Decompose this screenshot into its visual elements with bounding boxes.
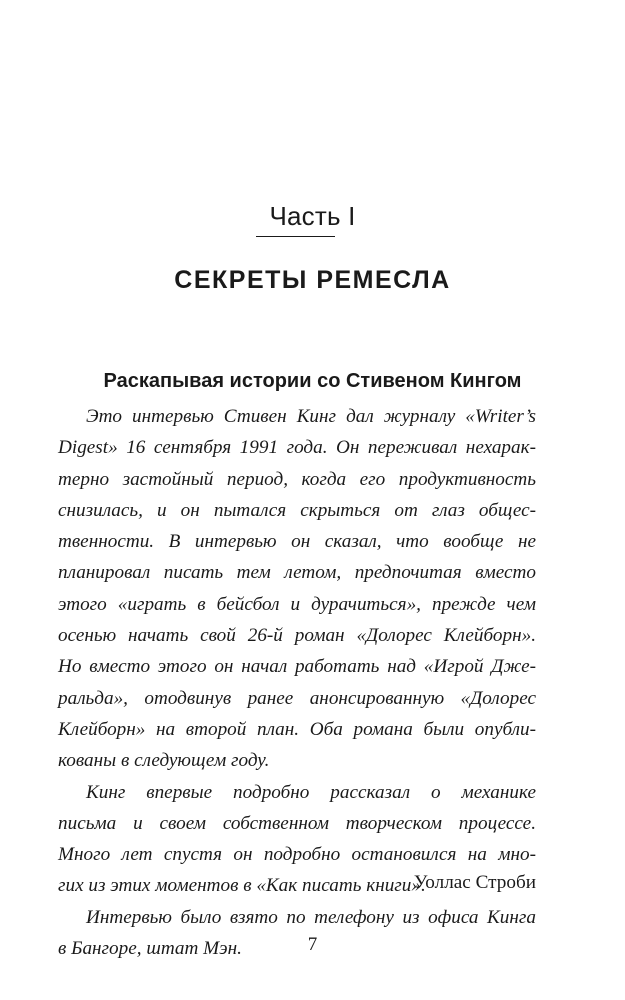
chapter-title: Раскапывая истории со Стивеном Кингом: [103, 370, 522, 392]
text-line: осенью начать свой 26-й роман «Долорес Клейборн».: [58, 625, 536, 647]
page-number: 7: [307, 934, 318, 955]
text-line: Кинг впервые подробно рассказал о механике: [86, 781, 536, 803]
text-line: кованы в следующем году.: [58, 750, 270, 772]
part-label: Часть I: [269, 201, 356, 231]
text-line: снизилась, и он пытался скрыться от глаз общес-: [58, 499, 536, 521]
text-line: в Бангоре, штат Мэн.: [58, 938, 242, 960]
part-title: СЕКРЕТЫ РЕМЕСЛА: [174, 266, 451, 294]
text-line: письма и своем собственном творческом процессе.: [58, 812, 536, 834]
part-divider-rule: [256, 236, 335, 237]
text-line: планировал писать тем летом, предпочитая вместо: [58, 562, 536, 584]
text-line: гих из этих моментов в «Как писать книги».: [58, 875, 426, 897]
text-line: Клейборн» на второй план. Оба романа были опубли-: [58, 718, 536, 740]
text-line: ральда», отодвинув ранее анонсированную «Долорес: [58, 687, 536, 709]
text-line: Это интервью Стивен Кинг дал журналу «Writer’s: [86, 406, 536, 427]
text-line: этого «играть в бейсбол и дурачиться», прежде чем: [58, 593, 536, 615]
text-line: терно застойный период, когда его продуктивность: [58, 468, 536, 490]
text-line: Много лет спустя он подробно остановился на мно-: [58, 844, 536, 866]
author-signature: Уоллас Строби: [413, 872, 536, 893]
text-line: твенности. В интервью он сказал, что вообще не: [58, 531, 536, 553]
text-line: Интервью было взято по телефону из офиса Кинга: [86, 906, 536, 928]
text-line: Но вместо этого он начал работать над «Игрой Дже-: [58, 656, 536, 678]
text-line: Digest» 16 сентября 1991 года. Он переживал нехарак-: [58, 437, 536, 459]
